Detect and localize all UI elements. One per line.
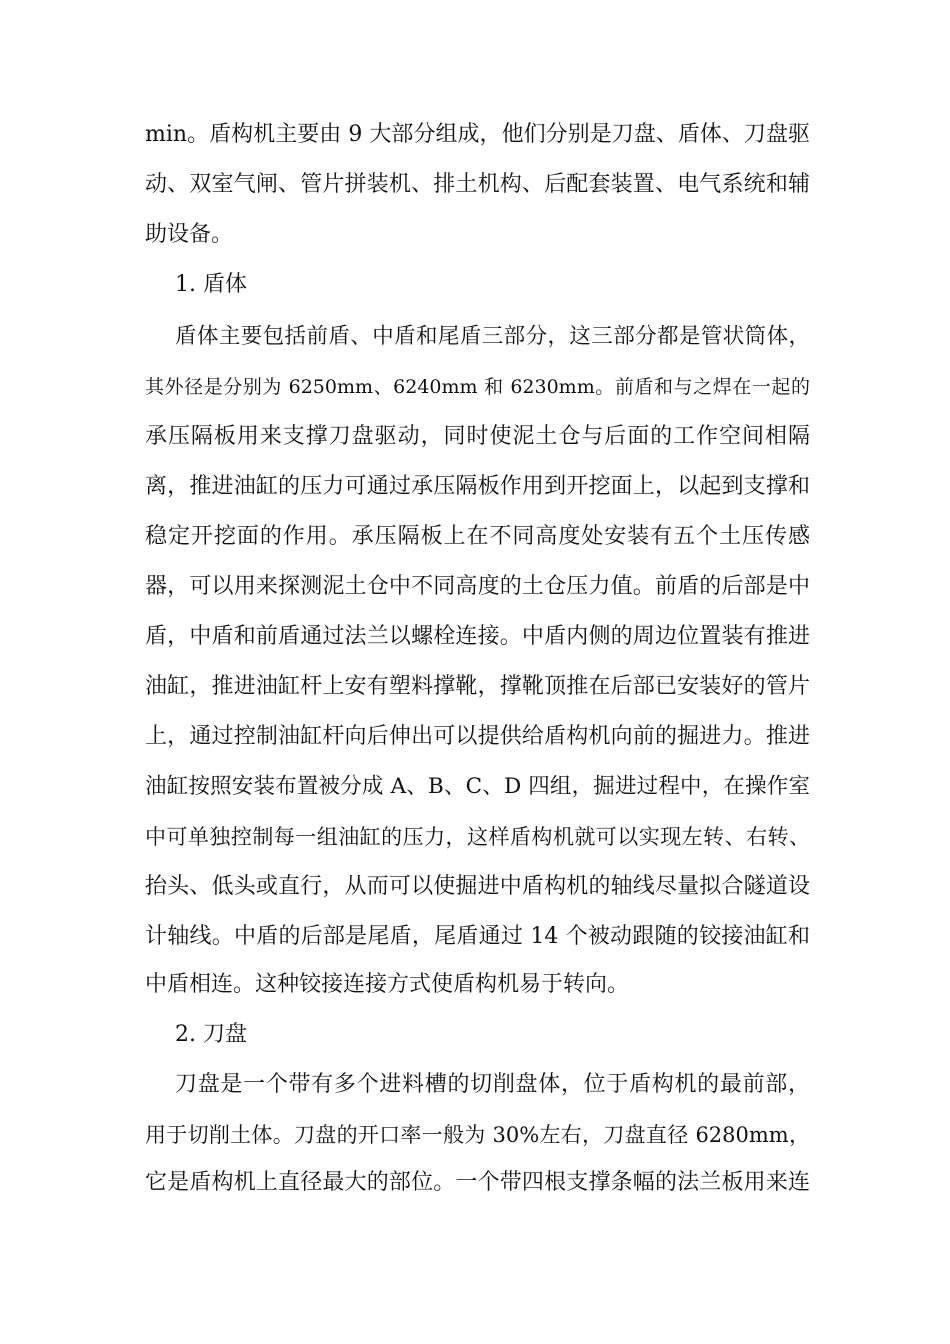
paragraph-line: 上，通过控制油缸杆向后伸出可以提供给盾构机向前的掘进力。推进	[145, 724, 810, 749]
paragraph-line: 承压隔板用来支撑刀盘驱动，同时使泥土仓与后面的工作空间相隔	[145, 424, 810, 449]
intro-line-3: 助设备。	[145, 222, 234, 247]
paragraph-line: 抬头、低头或直行，从而可以使掘进中盾构机的轴线尽量拟合隧道设	[145, 874, 810, 899]
paragraph-line: 离，推进油缸的压力可通过承压隔板作用到开挖面上，以起到支撑和	[145, 474, 810, 499]
paragraph-line: 盾体主要包括前盾、中盾和尾盾三部分，这三部分都是管状筒体，	[175, 324, 810, 349]
paragraph-line: 中盾相连。这种铰接连接方式使盾构机易于转向。	[145, 972, 630, 997]
paragraph-line: 其外径是分别为 6250mm、6240mm 和 6230mm。前盾和与之焊在一起的	[145, 376, 810, 398]
intro-line-2: 动、双室气闸、管片拼装机、排土机构、后配套装置、电气系统和辅	[145, 172, 810, 197]
paragraph-line: 刀盘是一个带有多个进料槽的切削盘体，位于盾构机的最前部，	[175, 1072, 810, 1097]
paragraph-line: 用于切削土体。刀盘的开口率一般为 30%左右，刀盘直径 6280mm，	[145, 1123, 810, 1147]
section-heading-shield-body: 1. 盾体	[175, 272, 247, 297]
section-heading-cutter-head: 2. 刀盘	[175, 1022, 247, 1047]
paragraph-line: 器，可以用来探测泥土仓中不同高度的土仓压力值。前盾的后部是中	[145, 574, 810, 599]
paragraph-line: 盾，中盾和前盾通过法兰以螺栓连接。中盾内侧的周边位置装有推进	[145, 624, 810, 649]
paragraph-line: 计轴线。中盾的后部是尾盾，尾盾通过 14 个被动跟随的铰接油缸和	[145, 924, 810, 949]
paragraph-line: 中可单独控制每一组油缸的压力，这样盾构机就可以实现左转、右转、	[145, 825, 810, 849]
paragraph-line: 油缸，推进油缸杆上安有塑料撑靴，撑靴顶推在后部已安装好的管片	[145, 674, 810, 699]
paragraph-line: 它是盾构机上直径最大的部位。一个带四根支撑条幅的法兰板用来连	[145, 1170, 810, 1195]
paragraph-line: 稳定开挖面的作用。承压隔板上在不同高度处安装有五个土压传感	[145, 524, 810, 549]
paragraph-line: 油缸按照安装布置被分成 A、B、C、D 四组，掘进过程中，在操作室	[145, 774, 810, 799]
intro-line-1: min。盾构机主要由 9 大部分组成，他们分别是刀盘、盾体、刀盘驱	[145, 122, 810, 147]
